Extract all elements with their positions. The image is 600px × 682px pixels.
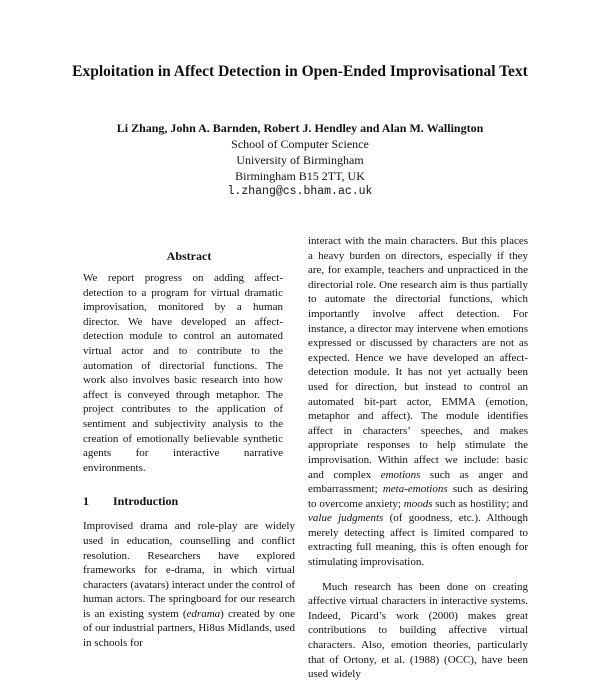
abstract-text: We report progress on adding affect-detection to a program for virtual dramatic improvisation, monitored by a human director. We have developed an affect-detection module to control an automated virtual actor and to contribute to the automation of directorial functions. The work also involves basic research into how affect is conveyed through metaphor. The project contributes to the application of sentiment and subjectivity analysis to the creation of emotionally believable synthetic agents for interactive narrative environments. [83,272,283,474]
section-number: 1 [83,494,89,509]
left-column [83,248,295,651]
paragraph-text: such as anger and embarrassment; [308,468,528,496]
section-title: Introduction [113,494,179,509]
paragraph-text: such as desiring to overcome anxiety; [308,483,528,510]
edrama-term: edrama [186,607,221,620]
paragraph-text: such as hostility; and [432,497,528,510]
introduction-paragraph [83,519,295,650]
right-paragraph-1 [308,234,528,570]
moods-term: moods [403,497,433,510]
paragraph-text: interact with the main characters. But this places a heavy burden on directors, especially if they are, for example, teachers and unpracticed in the directorial role. One research aim is thus partially to automate the directorial functions, which importantly involve affect detection. For instance, a director may intervene when emotions expressed or discussed by characters are not as expected. Hence we have developed an affect-detection module. It has not yet actually been used for direction, but instead to control an automated bit-part actor, EMMA (emotion, metaphor and affect). The module identifies affect in characters’ speeches, and makes appropriate responses to help stimulate the improvisation. Within affect we include: basic and complex [308,235,528,481]
abstract-heading: Abstract [166,249,212,263]
paper-title: Exploitation in Affect Detection in Open-Ended Improvisational Text [72,63,528,80]
intro-text: Improvised drama and role-play are widely used in education, counselling and conflict resolution. Researchers have explored frameworks for e-drama, in which virtual characters (avatars) interact under the control of human actors. The springboard for our research is an existing system ( [83,520,295,620]
paragraph-text: (of goodness, etc.). Although merely detecting affect is limited compared to extracting full meaning, this is often enough for stimulating improvisation. [308,512,528,569]
section-heading-introduction [83,493,295,509]
right-column [308,234,528,682]
right-paragraph-2: Much research has been done on creating affective virtual characters in interactive systems. Indeed, Picard’s work (2000) makes great contributions to building affective virtual characters. Also, emotion theories, particularly that of Ortony, et al. (1988) (OCC), have been used widely [308,580,528,681]
author-list: Li Zhang, John A. Barnden, Robert J. Hendley and Alan M. Wallington [116,121,484,135]
affiliation-school: School of Computer Science [231,137,369,151]
meta-emotions-term: meta-emotions [382,483,448,496]
value-judgments-term: value judgments [308,512,384,525]
emotions-term: emotions [380,468,421,481]
affiliation-address: Birmingham B15 2TT, UK [235,169,365,183]
intro-text-continued: ) created by one of our industrial partners, Hi8us Midlands, used in schools for [83,607,295,650]
affiliation-university: University of Birmingham [236,153,364,167]
author-email: l.zhang@cs.bham.ac.uk [227,185,373,198]
